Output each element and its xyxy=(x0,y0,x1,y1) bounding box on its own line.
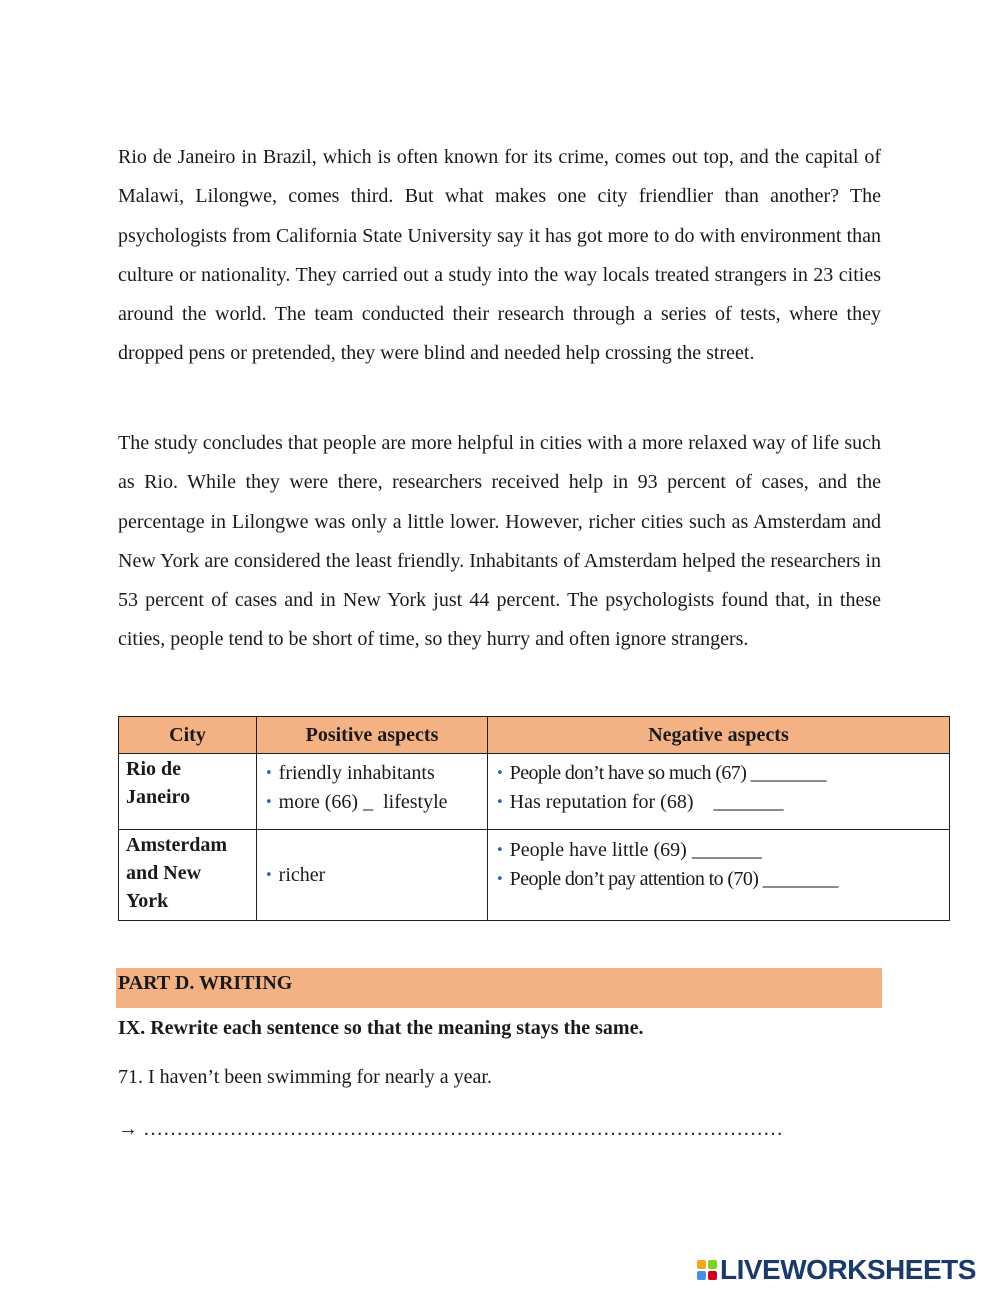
logo-blocks-icon xyxy=(697,1260,717,1280)
header-city: City xyxy=(119,717,257,754)
city-name-line: Rio de xyxy=(126,758,181,780)
exercise-instruction: IX. Rewrite each sentence so that the meaning stays the same. xyxy=(118,1017,644,1039)
reading-paragraph-1: Rio de Janeiro in Brazil, which is often known for its crime, comes out top, and the capital of Malawi, Lilongwe, comes third. But what makes one city friendlier than another? The psychologists from California State University say it has got more to do with environment than culture or nationality. They carried out a study into the way locals treated strangers in 23 cities around the world. The team conducted their research through a series of tests, where they dropped pens or pretended, they were blind and needed help crossing the street. xyxy=(118,146,881,365)
table-row xyxy=(119,754,950,830)
positive-text: more (66) _ lifestyle xyxy=(278,791,448,813)
part-d-heading: PART D. WRITING xyxy=(116,968,882,1008)
logo-text: LIVEWORKSHEETS xyxy=(720,1254,976,1285)
negative-cell xyxy=(488,830,950,921)
reading-paragraph-2: The study concludes that people are more helpful in cities with a more relaxed way of life such as Rio. While they were there, researchers received help in 93 percent of cases, and the percentage in Lilongwe was only a little lower. However, richer cities such as Amsterdam and New York are considered the least friendly. Inhabitants of Amsterdam helped the researchers in 53 percent of cases and in New York just 44 percent. The psychologists found that, in these cities, people tend to be short of time, so they hurry and often ignore strangers. xyxy=(118,432,881,651)
logo-block xyxy=(697,1271,706,1280)
list-item xyxy=(265,759,487,788)
city-name-line: Janeiro xyxy=(126,786,191,808)
bullet-icon: • xyxy=(496,766,504,781)
negative-text: People don’t pay attention to (70) ________ xyxy=(509,868,838,890)
list-item xyxy=(496,836,949,865)
logo-block xyxy=(708,1260,717,1269)
positive-cell xyxy=(257,754,488,830)
negative-cell xyxy=(488,754,950,830)
list-item xyxy=(265,788,487,817)
city-cell xyxy=(119,754,257,830)
city-cell xyxy=(119,830,257,921)
bullet-icon: • xyxy=(496,795,504,810)
city-name-line: and New xyxy=(126,862,202,884)
bullet-icon: • xyxy=(265,795,273,810)
bullet-icon: • xyxy=(265,766,273,781)
list-item xyxy=(265,861,487,890)
positive-cell xyxy=(257,830,488,921)
positive-text: richer xyxy=(278,863,326,886)
table-header-row xyxy=(119,717,950,754)
header-negative-aspects: Negative aspects xyxy=(488,717,950,754)
header-positive-aspects: Positive aspects xyxy=(257,717,488,754)
table-row xyxy=(119,830,950,921)
logo-block xyxy=(708,1271,717,1280)
city-aspects-table xyxy=(118,716,950,921)
bullet-icon: • xyxy=(265,867,273,883)
city-name-line: York xyxy=(126,890,169,912)
positive-text: friendly inhabitants xyxy=(278,762,435,784)
list-item xyxy=(496,865,949,894)
answer-line-71[interactable]: → …………………………………………………………………………………… xyxy=(118,1118,783,1140)
list-item xyxy=(496,759,949,788)
question-71: 71. I haven’t been swimming for nearly a year. xyxy=(118,1066,492,1088)
negative-text: Has reputation for (68) _______ xyxy=(509,791,784,813)
liveworksheets-logo xyxy=(697,1253,976,1287)
negative-text: People don’t have so much (67) ________ xyxy=(509,762,826,784)
logo-block xyxy=(697,1260,706,1269)
negative-text: People have little (69) _______ xyxy=(509,839,762,861)
list-item xyxy=(496,788,949,817)
bullet-icon: • xyxy=(496,843,504,858)
bullet-icon: • xyxy=(496,872,504,887)
city-name-line: Amsterdam xyxy=(126,834,228,856)
